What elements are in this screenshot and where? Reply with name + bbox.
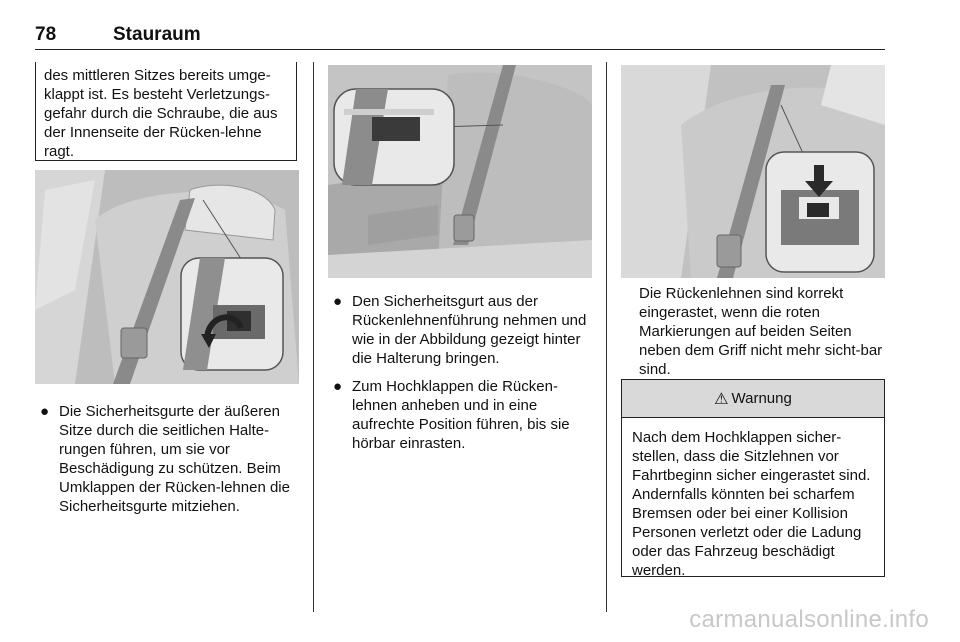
bullet-marker: ● bbox=[333, 378, 343, 395]
warning-box bbox=[621, 379, 885, 577]
list-item bbox=[329, 377, 595, 453]
bullet-marker: ● bbox=[40, 403, 50, 420]
warning-triangle-icon: ⚠ bbox=[714, 390, 729, 408]
column-divider-2 bbox=[606, 62, 607, 612]
bullet-marker: ● bbox=[333, 293, 343, 310]
list-item bbox=[329, 292, 595, 368]
figure-belt-removal bbox=[328, 65, 592, 278]
header-divider bbox=[35, 49, 885, 50]
column-divider-1 bbox=[313, 62, 314, 612]
latch-indicator-paragraph: Die Rückenlehnen sind korrekt eingerastet, wenn die roten Markierungen auf beiden Seiten neben dem Griff nicht mehr sicht-bar sind. bbox=[639, 285, 883, 378]
warning-text: Nach dem Hochklappen sicher-stellen, dass die Sitzlehnen vor Fahrtbeginn sicher eingerastet sind. Andernfalls könnten bei scharfem Bremsen oder bei einer Kollision Personen verletzt oder die Ladung oder das Fahrzeug beschädigt werden. bbox=[632, 429, 871, 579]
intro-text: des mittleren Sitzes bereits umge-klappt ist. Es besteht Verletzungs-gefahr durch die Schraube, die aus der Innenseite der Rücken-lehne ragt. bbox=[44, 67, 278, 160]
bullet-text: Zum Hochklappen die Rücken-lehnen anheben und in eine aufrechte Position führen, bis sie hörbar einrasten. bbox=[352, 378, 570, 452]
warning-header bbox=[622, 380, 884, 418]
page-number: 78 bbox=[35, 24, 57, 45]
figure-belt-guide-side bbox=[35, 170, 299, 384]
chapter-title: Stauraum bbox=[113, 24, 201, 45]
list-item bbox=[36, 402, 302, 516]
bullet-text: Den Sicherheitsgurt aus der Rückenlehnenführung nehmen und wie in der Abbildung gezeigt hinter die Halterung bringen. bbox=[352, 293, 587, 367]
watermark: carmanualsonline.info bbox=[689, 606, 929, 633]
warning-title: Warnung bbox=[731, 390, 792, 407]
page-header bbox=[35, 22, 885, 48]
column2-bullet-list bbox=[329, 292, 595, 462]
bullet-text: Die Sicherheitsgurte der äußeren Sitze durch die seitlichen Halte-rungen führen, um sie vor Beschädigung zu schützen. Beim Umklappen der Rücken-lehnen die Sicherheitsgurte mitziehen. bbox=[59, 403, 290, 515]
figure-seatback-latch bbox=[621, 65, 885, 278]
intro-continuation-box bbox=[35, 62, 297, 161]
column1-bullet-list bbox=[36, 402, 302, 525]
